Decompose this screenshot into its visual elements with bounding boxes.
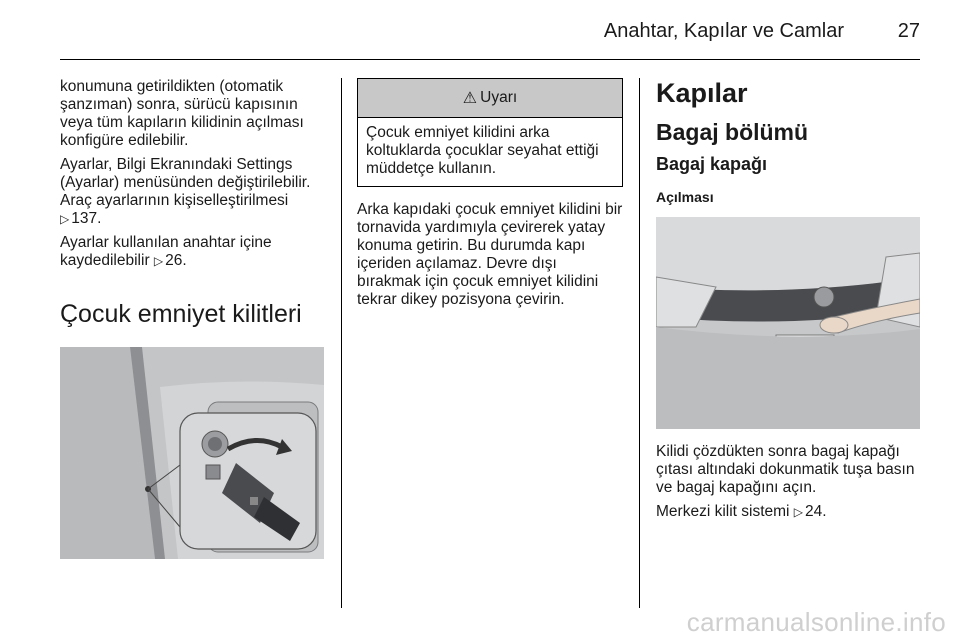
watermark: carmanualsonline.info	[686, 607, 946, 637]
paragraph-central-locking-text: Merkezi kilit sistemi	[656, 503, 790, 520]
warning-triangle-icon: ⚠	[462, 90, 478, 107]
column-left	[60, 78, 324, 559]
column-divider-right	[639, 78, 640, 608]
warning-box	[357, 78, 623, 187]
header-title: Anahtar, Kapılar ve Camlar	[603, 20, 844, 42]
child-lock-illustration	[60, 347, 324, 559]
cross-reference-26[interactable]: ▷ 26.	[154, 252, 187, 269]
paragraph-settings-text: Ayarlar, Bilgi Ekranındaki Settings (Ayarlar) menüsünden değiştirilebilir. Araç ayarlarının kişiselleştirilmesi	[60, 156, 311, 209]
page-number: 27	[897, 20, 920, 42]
cross-reference-137[interactable]: ▷ 137.	[60, 210, 101, 227]
header-rule	[60, 59, 920, 60]
column-right	[656, 78, 922, 527]
subtitle-tailgate: Bagaj kapağı	[656, 154, 768, 174]
paragraph-transmission: konumuna getirildikten (otomatik şanzıman) sonra, sürücü kapısının veya tüm kapıların kilidinin açılması konfigüre edilebilir.	[60, 78, 304, 149]
subtitle-luggage-compartment: Bagaj bölümü	[656, 119, 809, 145]
paragraph-central-locking	[656, 503, 922, 521]
paragraph-child-lock-instructions: Arka kapıdaki çocuk emniyet kilidini bir tornavida yardımıyla çevirerek yatay konuma getirin. Bu durumda kapı içeriden açılamaz. Devre dışı bırakmak için çocuk emniyet kilidini tekrar dikey pozisyona çevirin.	[357, 201, 623, 308]
column-divider-left	[341, 78, 342, 608]
paragraph-key-settings	[60, 234, 324, 270]
cross-reference-24[interactable]: ▷ 24.	[794, 503, 827, 520]
page-header	[60, 18, 920, 48]
warning-header	[358, 79, 622, 118]
heading-opening: Açılması	[656, 189, 714, 205]
column-middle	[357, 78, 623, 315]
paragraph-tailgate-open: Kilidi çözdükten sonra bagaj kapağı çıtası altındaki dokunmatik tuşa basın ve bagaj kapağını açın.	[656, 443, 915, 496]
tailgate-illustration	[656, 217, 920, 429]
section-title-child-locks: Çocuk emniyet kilitleri	[60, 300, 302, 328]
paragraph-key-settings-text: Ayarlar kullanılan anahtar içine kaydedilebilir	[60, 234, 272, 269]
chapter-title-doors: Kapılar	[656, 78, 748, 108]
paragraph-settings	[60, 156, 324, 228]
warning-text: Çocuk emniyet kilidini arka koltuklarda çocuklar seyahat ettiği müddetçe kullanın.	[366, 124, 599, 177]
warning-title: Uyarı	[480, 89, 518, 106]
